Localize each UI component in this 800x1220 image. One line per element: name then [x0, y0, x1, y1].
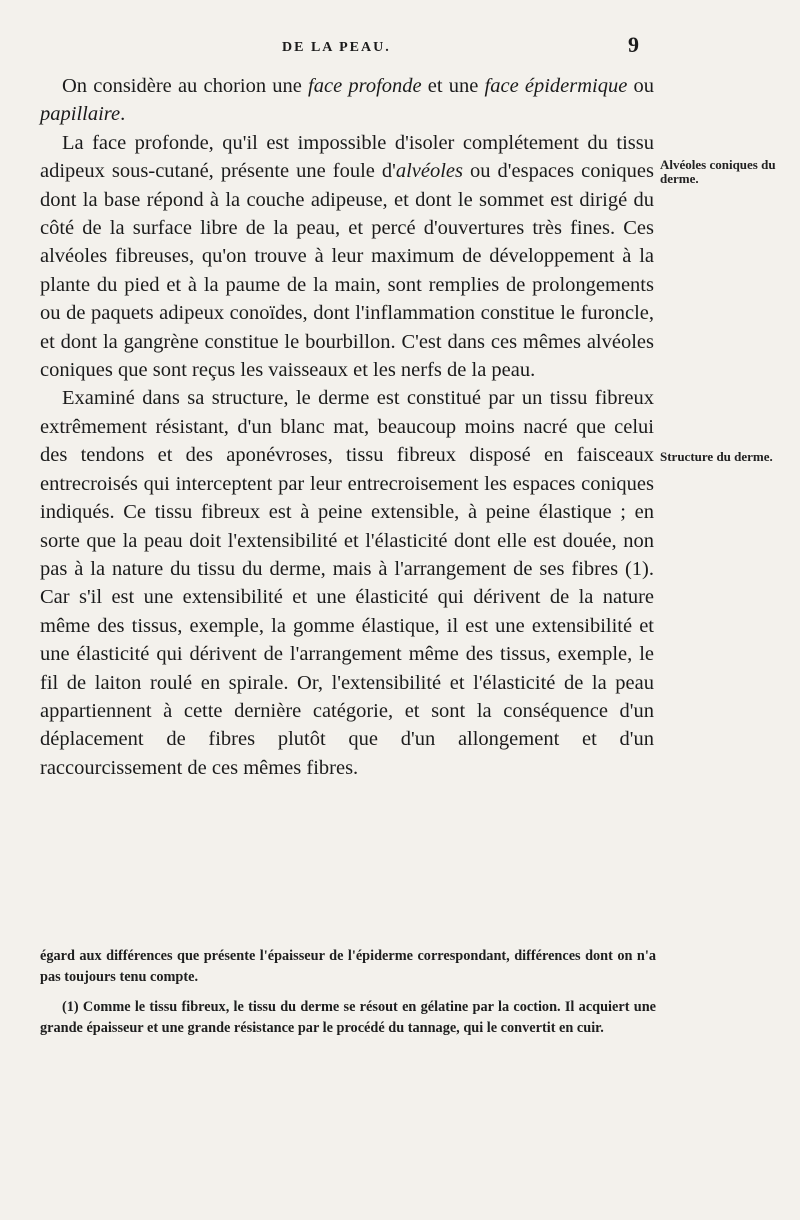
footnotes	[40, 946, 656, 1048]
text-run: ou d'espaces coniques dont la base répond à la couche adipeuse, et dont le sommet est dirigé du côté de la surface libre de la peau, et percé d'ouvertures très fines. Ces alvéoles fibreuses, qu'on trouve à leur maximum de développement à la plante du pied et à la paume de la main, sont remplies de prolongements ou de paquets adipeux conoïdes, dont l'inflammation constitue le furoncle, et dont la gangrène constitue le bourbillon. C'est dans ces mêmes alvéoles coniques que sont reçus les vaisseaux et les nerfs de la peau.	[40, 160, 654, 382]
running-title: DE LA PEAU.	[282, 40, 391, 55]
paragraph-1	[40, 72, 654, 129]
page-number: 9	[628, 32, 639, 57]
paragraph-2	[40, 129, 654, 385]
text-run: La face profonde, qu'il est impossible d'isoler complétement du tissu adipeux sous-cutané, présente une foule d'	[40, 131, 654, 183]
footnote-1: (1) Comme le tissu fibreux, le tissu du derme se résout en gélatine par la coction. Il acquiert une grande épaisseur et une grande résistance par le procédé du tannage, qui le convertit en cuir.	[40, 999, 656, 1036]
margin-note-structure: Structure du derme.	[660, 449, 773, 464]
text-run: ou	[627, 75, 654, 97]
page-header	[0, 32, 800, 68]
italic-term: face profonde	[308, 75, 422, 97]
main-text	[40, 72, 654, 782]
paragraph-3: Examiné dans sa structure, le derme est constitué par un tissu fibreux extrêmement résistant, d'un blanc mat, beaucoup moins nacré que celui des tendons et des aponévroses, tissu fibreux disposé en faisceaux entrecroisés qui interceptent par leur entrecroisement les espaces coniques indiqués. Ce tissu fibreux est à peine extensible, à peine élastique ; en sorte que la peau doit l'extensibilité et l'élasticité dont elle est douée, non pas à la nature du tissu du derme, mais à l'arrangement de ses fibres (1). Car s'il est une extensibilité et une élasticité qui dérivent de la nature même des tissus, exemple, la gomme élastique, il est une extensibilité et une élasticité qui dérivent de l'arrangement même des tissus, exemple, le fil de laiton roulé en spirale. Or, l'extensibilité et l'élasticité de la peau appartiennent à cette dernière catégorie, et sont la conséquence d'un déplacement de fibres plutôt que d'un allongement et d'un raccourcissement de ces mêmes fibres.	[40, 387, 654, 779]
margin-note-alveoles: Alvéoles coniques du derme.	[660, 157, 776, 186]
text-run: .	[120, 103, 126, 126]
footnote-continued: égard aux différences que présente l'épaisseur de l'épiderme correspondant, différences dont on n'a pas toujours tenu compte.	[40, 948, 656, 985]
italic-term: papillaire	[40, 103, 121, 126]
italic-term: alvéoles	[395, 160, 464, 183]
text-run: On considère au chorion une	[62, 75, 309, 97]
italic-term: face épidermique	[484, 75, 628, 97]
text-run: et une	[421, 75, 485, 97]
